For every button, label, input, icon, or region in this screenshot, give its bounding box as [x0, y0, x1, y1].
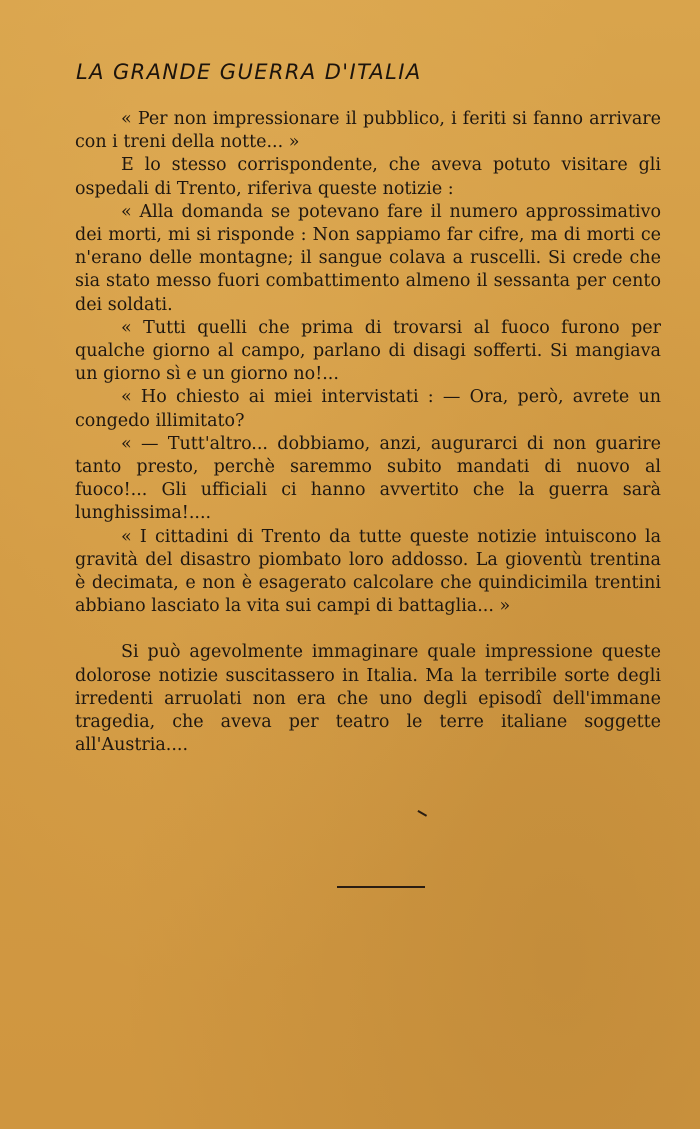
paragraph-quote-interview: « Ho chiesto ai miei intervistati : — Ora, però, avrete un congedo illimitato?: [75, 387, 661, 431]
ink-speck: [415, 810, 427, 821]
paragraph-quote-reply: « — Tutt'altro... dobbiamo, anzi, augurarci di non guarire tanto presto, perchè saremmo subito mandati di nuovo al fuoco!... Gli ufficiali ci hanno avvertito che la guerra sarà lunghissima!....: [75, 433, 661, 524]
paragraph-quote-citizens: « I cittadini di Trento da tutte queste notizie intuiscono la gravità del disastro piombato loro addosso. La gioventù trentina è decimata, e non è esagerato calcolare che quindicimila trentini abbiano lasciato la vita sui campi di battaglia... »: [75, 526, 661, 617]
paragraph-quote-hardships: « Tutti quelli che prima di trovarsi al fuoco furono per qualche giorno al campo, parlano di disagi sofferti. Si mangiava un giorno sì e un giorno no!...: [75, 317, 661, 385]
running-head: LA GRANDE GUERRA D'ITALIA: [76, 60, 422, 84]
paragraph-quote-wounded: « Per non impressionare il pubblico, i feriti si fanno arrivare con i treni della notte... »: [75, 109, 661, 153]
paragraph-quote-dead: « Alla domanda se potevano fare il numero approssimativo dei morti, mi si risponde : Non sappiamo far cifre, ma di morti ce n'erano delle montagne; il sangue colava a ruscelli. Si crede che sia stato messo fuori combattimento almeno il sessanta per cento dei soldati.: [75, 201, 661, 315]
section-end-rule: [337, 886, 425, 888]
paragraph-correspondent: E lo stesso corrispondente, che aveva potuto visitare gli ospedali di Trento, riferiva queste notizie :: [75, 155, 661, 199]
body-text: [75, 108, 661, 757]
paragraph-conclusion: Si può agevolmente immaginare quale impressione queste dolorose notizie suscitassero in Italia. Ma la terribile sorte degli irredenti arruolati non era che uno degli episodî dell'immane tragedia, che aveva per teatro le terre italiane soggette all'Austria....: [75, 642, 661, 756]
